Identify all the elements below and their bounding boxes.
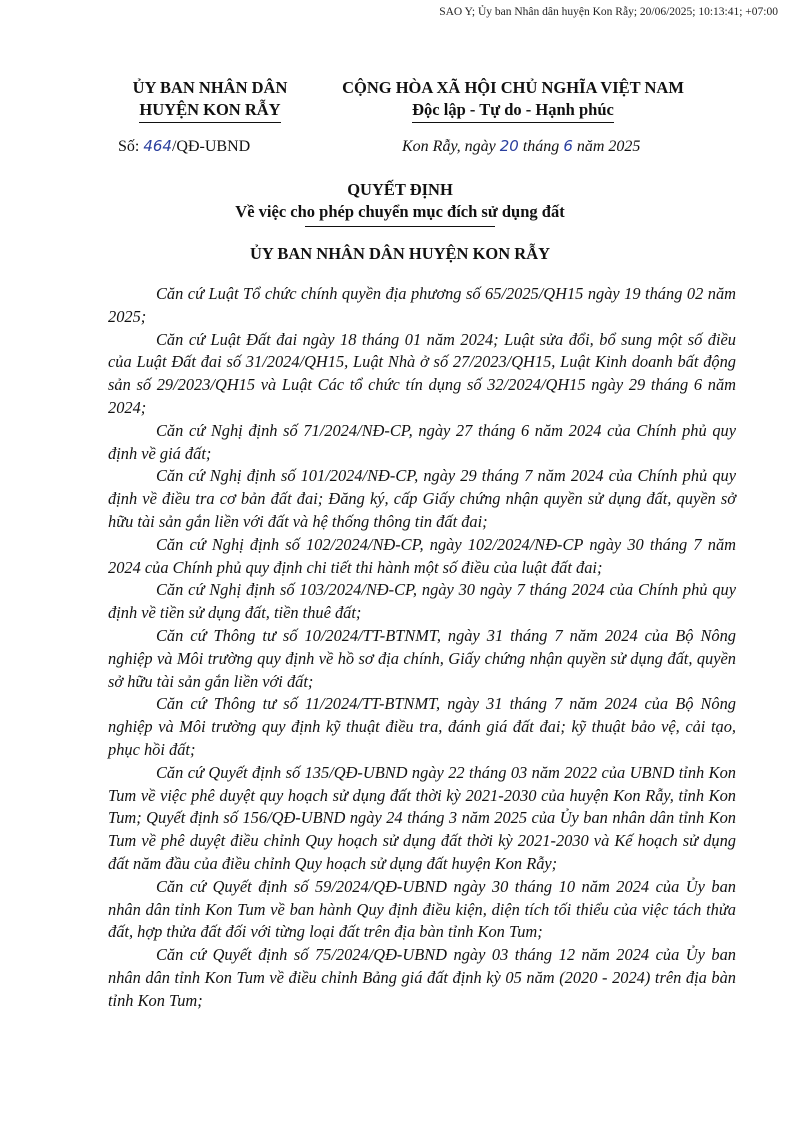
- date-year: năm 2025: [572, 138, 641, 155]
- agency-name: ỦY BAN NHÂN DÂN: [132, 78, 288, 97]
- number-suffix: /QĐ-UBND: [171, 138, 251, 155]
- date-day: 20: [499, 137, 519, 155]
- document-subject: Về việc cho phép chuyển mục đích sử dụng đất: [235, 202, 565, 221]
- agency-district: HUYỆN KON RẪY: [139, 99, 280, 123]
- legal-basis-clause: Căn cứ Thông tư số 11/2024/TT-BTNMT, ngày 31 tháng 7 năm 2024 của Bộ Nông nghiệp và Môi trường quy định kỹ thuật điều tra, đánh giá đất đai; kỹ thuật bảo vệ, cải tạo, phục hồi đất;: [108, 694, 736, 759]
- date-place: Kon Rẫy, ngày: [402, 138, 500, 155]
- issuing-agency: [110, 77, 310, 123]
- legal-basis-clause: Căn cứ Nghị định số 71/2024/NĐ-CP, ngày 27 tháng 6 năm 2024 của Chính phủ quy định về giá đất;: [108, 420, 736, 463]
- legal-basis-clause: Căn cứ Quyết định số 75/2024/QĐ-UBND ngày 03 tháng 12 năm 2024 của Ủy ban nhân dân tỉnh Kon Tum về điều chỉnh Bảng giá đất định kỳ 05 năm (2020 - 2024) trên địa bàn tỉnh Kon Tum;: [108, 945, 736, 1010]
- document-title: QUYẾT ĐỊNH: [347, 180, 453, 199]
- legal-basis-clause: Căn cứ Quyết định số 59/2024/QĐ-UBND ngày 30 tháng 10 năm 2024 của Ủy ban nhân dân tỉnh Kon Tum về ban hành Quy định điều kiện, diện tích tối thiểu của việc tách thửa đất, hợp thửa đất đối với từng loại đất trên địa bàn tỉnh Kon Tum;: [108, 876, 736, 942]
- document-number: [118, 137, 250, 156]
- legal-basis-clause: Căn cứ Nghị định số 103/2024/NĐ-CP, ngày 30 ngày 7 tháng 2024 của Chính phủ quy định về tiền sử dụng đất, tiền thuê đất;: [108, 580, 736, 623]
- nation-name: CỘNG HÒA XÃ HỘI CHỦ NGHĨA VIỆT NAM: [342, 78, 684, 97]
- legal-basis-clause: Căn cứ Nghị định số 101/2024/NĐ-CP, ngày 29 tháng 7 năm 2024 của Chính phủ quy định về điều tra cơ bản đất đai; Đăng ký, cấp Giấy chứng nhận quyền sử dụng đất, quyền sở hữu tài sản gắn liền với đất và hệ thống thông tin đất đai;: [108, 466, 736, 531]
- national-motto: [298, 77, 728, 123]
- number-prefix: Số:: [118, 138, 144, 155]
- number-handwritten: 464: [143, 137, 172, 155]
- dateline: [402, 137, 640, 156]
- motto: Độc lập - Tự do - Hạnh phúc: [412, 99, 614, 123]
- subject-underline: [305, 226, 495, 227]
- legal-basis-clause: Căn cứ Luật Tổ chức chính quyền địa phương số 65/2025/QH15 ngày 19 tháng 02 năm 2025;: [108, 284, 736, 326]
- legal-basis-clause: Căn cứ Luật Đất đai ngày 18 tháng 01 năm 2024; Luật sửa đổi, bổ sung một số điều của Luật Đất đai số 31/2024/QH15, Luật Nhà ở số 27/2023/QH15, Luật Kinh doanh bất động sản số 29/2023/QH15 và Luật Các tổ chức tín dụng số 32/2024/QH15 ngày 29 tháng 6 năm 2024;: [108, 329, 736, 417]
- date-month: 6: [563, 137, 573, 155]
- digital-copy-stamp: SAO Y; Ủy ban Nhân dân huyện Kon Rẫy; 20/06/2025; 10:13:41; +07:00: [439, 6, 778, 18]
- document-header: [0, 77, 800, 137]
- issuing-authority: ỦY BAN NHÂN DÂN HUYỆN KON RẪY: [249, 244, 551, 263]
- date-month-word: tháng: [518, 138, 564, 155]
- legal-basis-clause: Căn cứ Thông tư số 10/2024/TT-BTNMT, ngày 31 tháng 7 năm 2024 của Bộ Nông nghiệp và Môi trường quy định về hồ sơ địa chính, Giấy chứng nhận quyền sử dụng đất, quyền sở hữu tài sản gắn liền với đất;: [108, 625, 736, 691]
- legal-basis-clause: Căn cứ Quyết định số 135/QĐ-UBND ngày 22 tháng 03 năm 2022 của UBND tỉnh Kon Tum về việc phê duyệt quy hoạch sử dụng đất thời kỳ 2021-2030 của huyện Kon Rẫy, tỉnh Kon Tum; Quyết định số 156/QĐ-UBND ngày 24 tháng 3 năm 2025 của Ủy ban nhân dân tỉnh Kon Tum về phê duyệt điều chỉnh Quy hoạch sử dụng đất thời kỳ 2021-2030 và Kế hoạch sử dụng đất năm đầu của điều chỉnh Quy hoạch sử dụng đất huyện Kon Rẫy;: [108, 762, 736, 873]
- title-block: [0, 179, 800, 227]
- legal-basis: [108, 283, 736, 1013]
- legal-basis-clause: Căn cứ Nghị định số 102/2024/NĐ-CP, ngày 102/2024/NĐ-CP ngày 30 tháng 7 năm 2024 của Chính phủ quy định chi tiết thi hành một số điều của luật đất đai;: [108, 534, 736, 577]
